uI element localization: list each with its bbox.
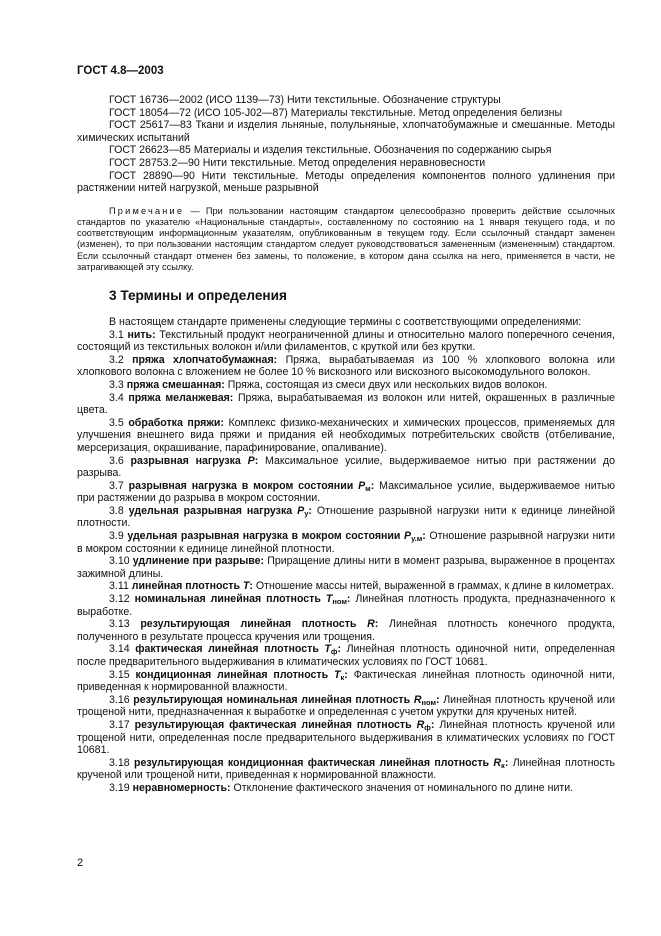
term-name: разрывная нагрузка — [130, 454, 241, 467]
term-name: пряжа смешанная: — [126, 378, 225, 391]
term-text: Фактическая линейная плотность одиночной нити, приведенная к нормированной влажности. — [77, 668, 616, 694]
term-number: 3.5 — [109, 416, 124, 429]
term-text: Линейная плотность крученой или трощеной нити, предназначенная к выработке и определенная с учетом укрутки для крученых нитей. — [77, 693, 615, 719]
reference-item: ГОСТ 28890—90 Нити текстильные. Методы определения компонентов полного удлинения при растяжении нитей нагрузкой, меньше разрывной — [77, 169, 615, 195]
term-definition — [77, 354, 615, 379]
term-number: 3.16 — [109, 693, 130, 706]
term-number: 3.17 — [109, 718, 130, 731]
term-symbol: T: — [242, 580, 253, 593]
term-symbol: R: — [367, 618, 379, 631]
term-text: Пряжа, состоящая из смеси двух или нескольких видов волокон. — [227, 378, 548, 391]
term-text: Максимальное усилие, выдерживаемое нитью при растяжении до разрыва в мокром состоянии. — [77, 479, 615, 505]
reference-item: ГОСТ 18054—72 (ИСО 105-J02—87) Материалы текстильные. Метод определения белизны — [109, 106, 563, 119]
term-symbol: $T_к$: — [334, 668, 348, 682]
term-number: 3.19 — [109, 781, 130, 794]
term-definition — [77, 782, 615, 795]
term-symbol: $P_{у.м}$: — [404, 530, 426, 544]
term-number: 3.6 — [109, 454, 124, 467]
term-definition — [77, 392, 615, 417]
document-header: ГОСТ 4.8—2003 — [77, 65, 164, 77]
document-body — [77, 94, 615, 795]
term-name: разрывная нагрузка в мокром состоянии — [128, 479, 354, 492]
term-number: 3.18 — [109, 756, 130, 769]
note-text: — При пользовании настоящим стандартом целесообразно проверить действие ссылочных стандартов по указателю «Национальные стандарты», составленному по состоянию на 1 января текущего года, и по соответствующим информационным указателям, опубликованным в текущем году. Если ссылочный стандарт заменен (изменен), то при пользовании настоящим стандартом следует руководствоваться замененным (измененным) стандартом. Если ссылочный стандарт отменен без замены, то положение, в котором дана ссылка на него, применяется в части, не затрагивающей эту ссылку. — [77, 205, 615, 272]
term-symbol: $R_ф$: — [416, 718, 435, 732]
term-number: 3.11 — [109, 580, 129, 593]
term-name: пряжа меланжевая: — [128, 391, 234, 404]
term-definition — [77, 643, 615, 668]
term-number: 3.14 — [109, 643, 130, 656]
term-name: удельная разрывная нагрузка — [128, 504, 293, 517]
term-name: результирующая линейная плотность — [140, 618, 357, 631]
term-definition — [77, 480, 615, 505]
term-number: 3.9 — [109, 530, 124, 543]
term-name: пряжа хлопчатобумажная: — [132, 353, 278, 366]
page-number: 2 — [77, 857, 84, 869]
term-text: Линейная плотность крученой или трощеной нити, приведенная к нормированной влажности. — [77, 756, 615, 782]
term-number: 3.15 — [109, 668, 130, 681]
term-definition — [77, 555, 615, 580]
term-text: Линейная плотность продукта, предназначенного к выработке. — [77, 593, 615, 618]
reference-item: ГОСТ 25617—83 Ткани и изделия льняные, полульняные, хлопчатобумажные и смешанные. Методы химических испытаний — [77, 119, 615, 144]
term-number: 3.4 — [109, 391, 124, 404]
term-definition — [77, 455, 615, 480]
term-name: неравномерность: — [132, 781, 231, 794]
term-symbol: $T_ф$: — [324, 643, 341, 657]
term-definition — [77, 593, 615, 618]
term-symbol: $R_{ном}$: — [413, 693, 440, 707]
reference-item: ГОСТ 16736—2002 (ИСО 1139—73) Нити текстильные. Обозначение структуры — [109, 94, 501, 106]
term-name: результирующая кондиционная фактическая линейная плотность — [133, 756, 490, 769]
section-intro: В настоящем стандарте применены следующие термины с соответствующими определениями: — [109, 315, 582, 328]
term-symbol: $T_{ном}$: — [325, 593, 351, 607]
term-text: Максимальное усилие, выдерживаемое нитью при растяжении до разрыва. — [77, 454, 615, 480]
note-label: Примечание — [109, 205, 185, 216]
term-definition — [77, 580, 615, 593]
term-number: 3.13 — [109, 618, 130, 631]
term-definition — [77, 505, 615, 530]
term-symbol: $P_у$: — [297, 504, 312, 518]
reference-item: ГОСТ 26623—85 Материалы и изделия текстильные. Обозначения по содержанию сырья — [109, 144, 552, 157]
term-definition — [77, 719, 615, 757]
term-definition — [77, 530, 615, 555]
reference-item: ГОСТ 28753.2—90 Нити текстильные. Метод определения неравновесности — [109, 156, 486, 169]
term-number: 3.8 — [109, 504, 124, 517]
term-name: удлинение при разрыве: — [132, 555, 265, 568]
term-name: нить: — [127, 328, 156, 341]
term-symbol: $P_м$: — [358, 479, 375, 493]
term-number: 3.3 — [109, 378, 124, 391]
section-title: 3 Термины и определения — [109, 287, 287, 303]
term-text: Отношение разрывной нагрузки нити в мокром состоянии к единице линейной плотности. — [77, 530, 615, 555]
term-name: результирующая номинальная линейная плотность — [133, 693, 411, 706]
term-definition — [77, 618, 615, 643]
term-name: удельная разрывная нагрузка в мокром состоянии — [127, 530, 401, 543]
term-definition — [77, 694, 615, 719]
term-text: Отклонение фактического значения от номинального по длине нити. — [233, 781, 574, 794]
term-text: Линейная плотность конечного продукта, полученного в результате процесса кручения или трощения. — [77, 618, 615, 643]
term-text: Текстильный продукт неограниченной длины и относительно малого поперечного сечения, состоящий из текстильных волокон и/или филаментов, с круткой или без крутки. — [77, 328, 615, 354]
term-text: Пряжа, вырабатываемая из волокон или нитей, окрашенных в различные цвета. — [77, 391, 616, 417]
term-definition — [77, 329, 615, 354]
term-text: Линейная плотность крученой или трощеной нити, определенная после предварительного выдерживания в климатических условиях по ГОСТ 10681. — [77, 718, 616, 757]
term-definition — [77, 669, 615, 694]
term-number: 3.7 — [109, 479, 124, 492]
term-symbol: $R_к$: — [493, 756, 509, 770]
term-text: Приращение длины нити в момент разрыва, выраженное в процентах зажимной длины. — [77, 555, 615, 580]
term-number: 3.12 — [109, 593, 130, 606]
term-number: 3.2 — [109, 353, 124, 366]
term-definition — [77, 379, 615, 392]
term-text: Линейная плотность одиночной нити, определенная после предварительного выдерживания в климатических условиях по ГОСТ 10681. — [77, 643, 615, 668]
term-definition — [77, 417, 615, 455]
terms-list — [77, 329, 615, 795]
term-name: результирующая фактическая линейная плотность — [134, 718, 412, 731]
term-name: фактическая линейная плотность — [135, 643, 319, 656]
term-name: линейная плотность — [131, 580, 240, 593]
term-definition — [77, 757, 615, 782]
term-name: обработка пряжи: — [128, 416, 224, 429]
term-text: Пряжа, вырабатываемая из 100 % хлопкового волокна или хлопкового волокна с вложением не более 10 % вискозного или вискозного высокомодульного волокон. — [77, 353, 615, 379]
reference-note — [77, 206, 615, 273]
references-list — [77, 94, 615, 195]
term-text: Комплекс физико-механических и химических процессов, применяемых для улучшения внешнего вида пряжи и придания ей необходимых потребительских свойств (отбеливание, мерсеризация, окрашивание, парафинирование, опаливание). — [77, 416, 616, 454]
term-name: номинальная линейная плотность — [134, 593, 321, 606]
term-text: Отношение разрывной нагрузки нити к единице линейной плотности. — [77, 504, 615, 530]
term-symbol: P: — [247, 454, 259, 467]
term-number: 3.1 — [109, 328, 124, 341]
term-number: 3.10 — [109, 555, 130, 568]
term-text: Отношение массы нитей, выраженной в граммах, к длине в километрах. — [255, 580, 615, 593]
term-name: кондиционная линейная плотность — [135, 668, 329, 681]
